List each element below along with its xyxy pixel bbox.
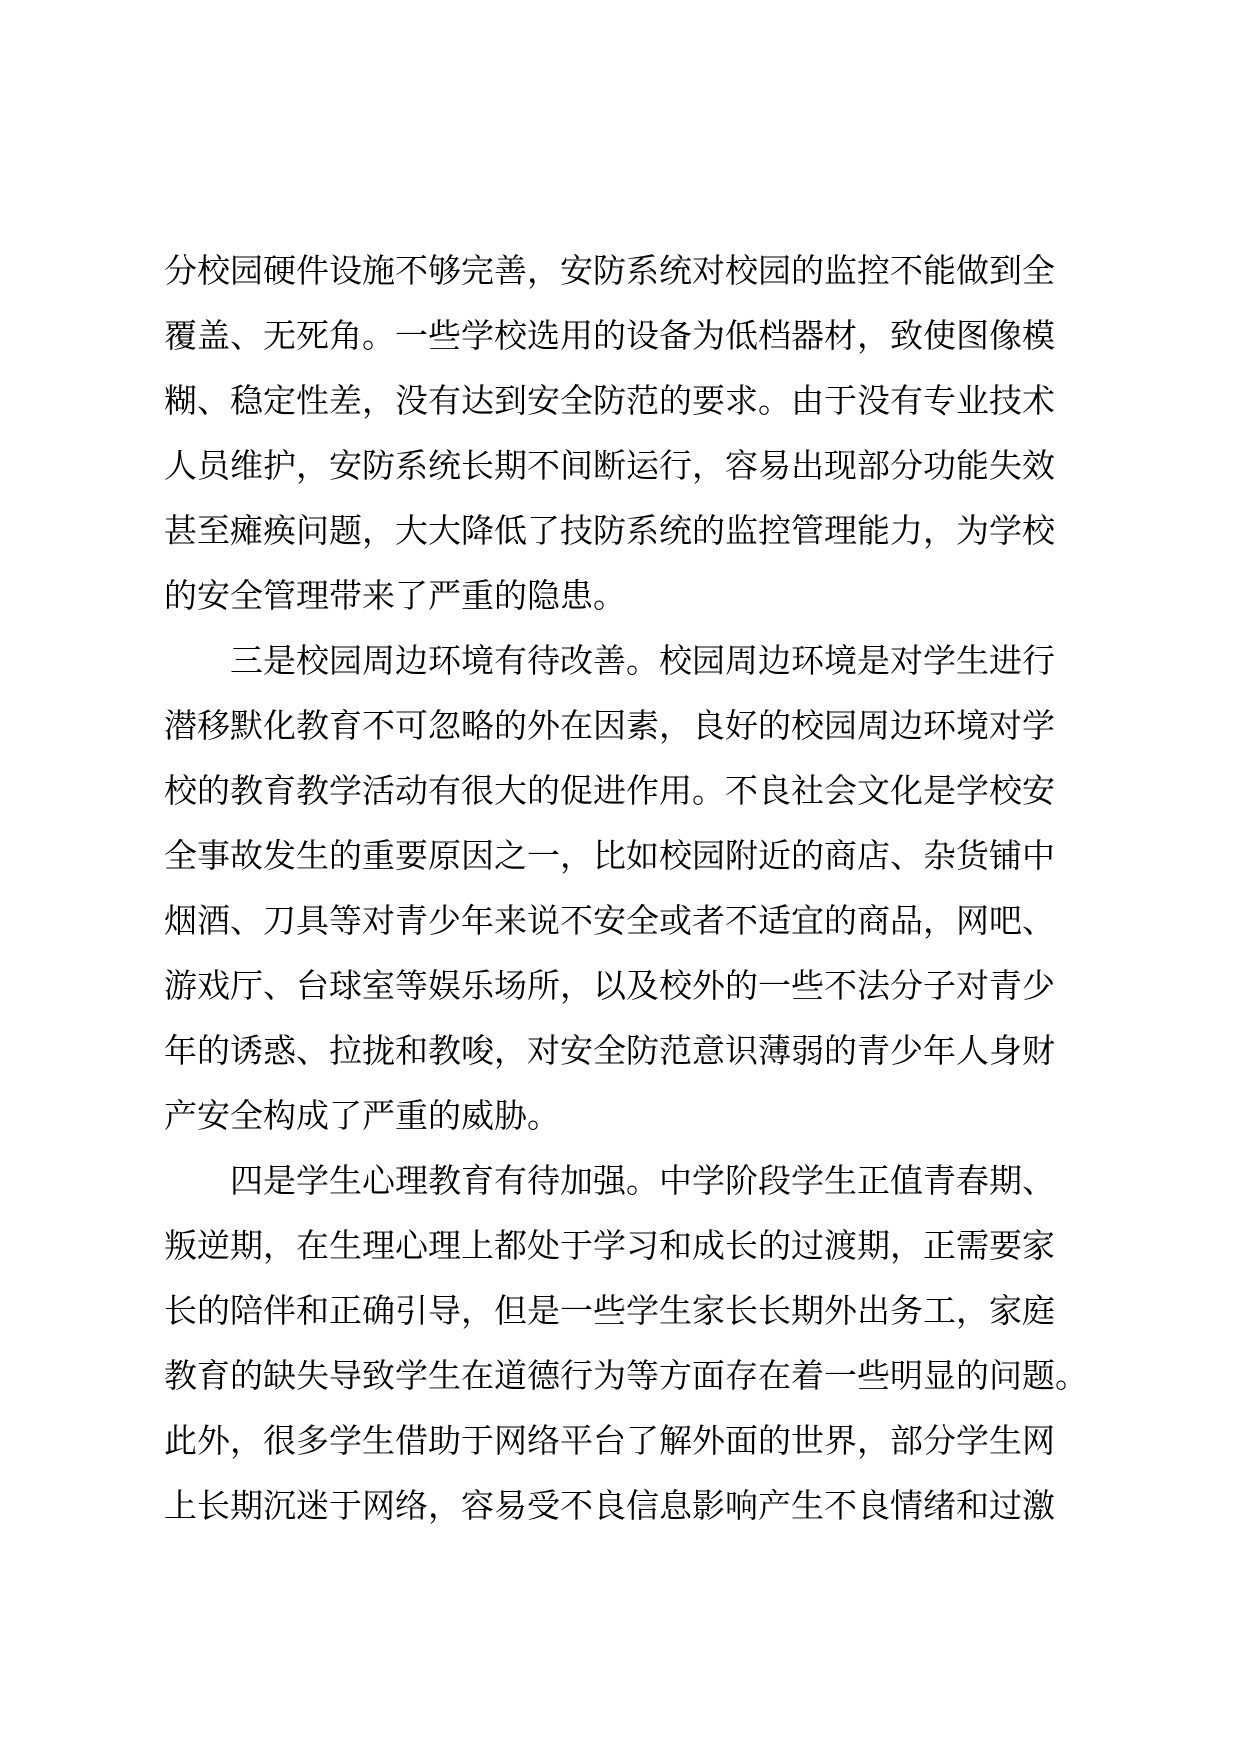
text-line: 校的教育教学活动有很大的促进作用。不良社会文化是学校安 [164,771,1055,810]
text-line: 产安全构成了严重的威胁。 [164,1096,560,1135]
text-line: 叛逆期，在生理心理上都处于学习和成长的过渡期，正需要家 [164,1226,1055,1265]
text-line: 长的陪伴和正确引导，但是一些学生家长长期外出务工，家庭 [164,1291,1055,1330]
text-line: 教育的缺失导致学生在道德行为等方面存在着一些明显的问题。 [164,1356,1088,1395]
text-line: 的安全管理带来了严重的隐患。 [164,576,626,615]
text-line: 分校园硬件设施不够完善，安防系统对校园的监控不能做到全 [164,251,1055,290]
text-line: 人员维护，安防系统长期不间断运行，容易出现部分功能失效 [164,446,1055,485]
paragraph-start-line: 三是校园周边环境有待改善。校园周边环境是对学生进行 [230,641,1055,680]
text-line: 上长期沉迷于网络，容易受不良信息影响产生不良情绪和过激 [164,1486,1055,1525]
paragraph-start-line: 四是学生心理教育有待加强。中学阶段学生正值青春期、 [230,1161,1055,1200]
text-line: 潜移默化教育不可忽略的外在因素，良好的校园周边环境对学 [164,706,1055,745]
text-line: 游戏厅、台球室等娱乐场所，以及校外的一些不法分子对青少 [164,966,1055,1005]
text-line: 糊、稳定性差，没有达到安全防范的要求。由于没有专业技术 [164,381,1055,420]
text-line: 覆盖、无死角。一些学校选用的设备为低档器材，致使图像模 [164,316,1055,355]
body-text [164,238,1124,1538]
text-line: 年的诱惑、拉拢和教唆，对安全防范意识薄弱的青少年人身财 [164,1031,1055,1070]
text-line: 此外，很多学生借助于网络平台了解外面的世界，部分学生网 [164,1421,1055,1460]
text-line: 烟酒、刀具等对青少年来说不安全或者不适宜的商品，网吧、 [164,901,1055,940]
text-line: 甚至瘫痪问题，大大降低了技防系统的监控管理能力，为学校 [164,511,1055,550]
text-line: 全事故发生的重要原因之一，比如校园附近的商店、杂货铺中 [164,836,1055,875]
